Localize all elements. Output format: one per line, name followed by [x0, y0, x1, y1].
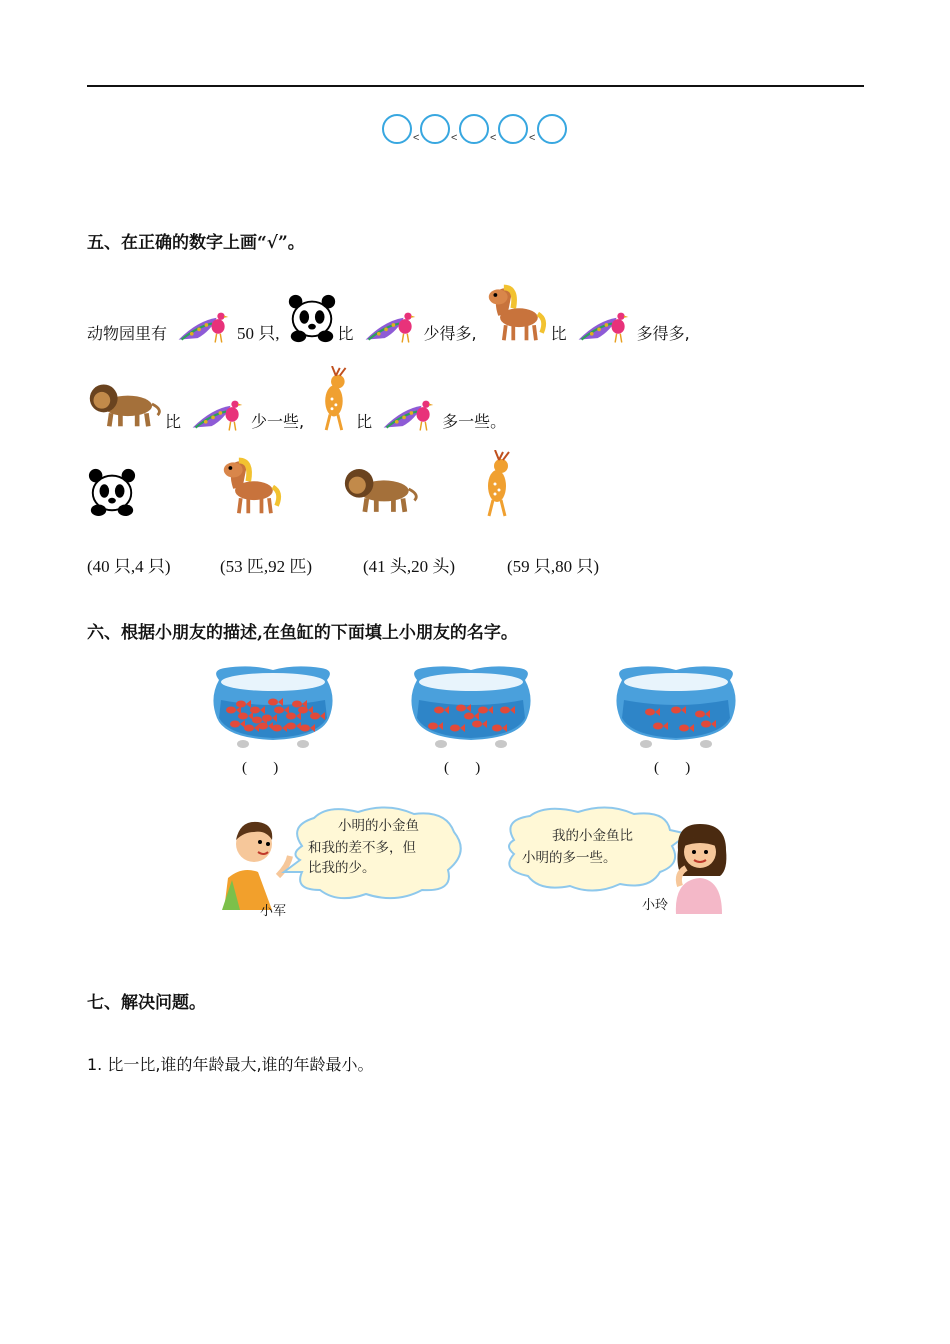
boy-speech-scene	[218, 806, 468, 918]
horse-icon	[220, 452, 286, 518]
text: 50 只,	[237, 324, 280, 343]
less-than-sign: <	[413, 132, 420, 144]
boy-speech-bubble	[284, 807, 461, 898]
girl-speech-scene	[500, 806, 736, 918]
deer-icon	[470, 450, 520, 518]
girl-name: 小玲	[642, 898, 669, 913]
text: 动物园里有	[87, 324, 168, 343]
fishbowl-3	[614, 666, 738, 752]
text: 比	[356, 412, 373, 431]
bowl-3-answer[interactable]: ( )	[654, 760, 691, 776]
fishbowl-2	[409, 666, 533, 752]
text: 比	[550, 324, 567, 343]
peacock-icon	[167, 306, 237, 344]
boy-bubble-line-2: 和我的差不多，但	[308, 840, 416, 856]
boy-bubble-line-1: 小明的小金鱼	[338, 818, 419, 834]
boy-figure	[222, 822, 290, 910]
horse-icon	[485, 280, 551, 344]
boy-name: 小军	[260, 904, 287, 919]
top-rule	[87, 85, 864, 87]
boy-bubble-line-3: 比我的少。	[308, 860, 376, 876]
panda-icon	[286, 290, 338, 344]
lion-icon	[87, 376, 165, 432]
section5-heading: 五、在正确的数字上画“√”。	[87, 233, 305, 253]
girl-bubble-line-2: 小明的多一些。	[522, 850, 617, 866]
answer-circle[interactable]	[382, 114, 412, 144]
girl-bubble-line-1: 我的小金鱼比	[552, 828, 633, 844]
less-than-sign: <	[490, 132, 497, 144]
section7-heading: 七、解决问题。	[87, 993, 206, 1013]
answer-circle[interactable]	[498, 114, 528, 144]
text: 比	[337, 324, 354, 343]
text: 多一些。	[442, 412, 507, 431]
section5-line1	[87, 300, 690, 344]
less-than-sign: <	[529, 132, 536, 144]
girl-figure	[676, 824, 727, 914]
peacock-icon	[372, 394, 442, 432]
section6-heading: 六、根据小朋友的描述,在鱼缸的下面填上小朋友的名字。	[87, 623, 518, 643]
answer-circle[interactable]	[459, 114, 489, 144]
peacock-icon	[567, 306, 637, 344]
deer-icon	[308, 366, 356, 432]
bowl-2-answer[interactable]: ( )	[444, 760, 481, 776]
choice-horse[interactable]: (53 匹,92 匹)	[220, 557, 313, 576]
peacock-icon	[181, 394, 251, 432]
peacock-icon	[354, 306, 424, 344]
answer-circle[interactable]	[420, 114, 450, 144]
text: 多得多,	[636, 324, 690, 343]
comparison-circles	[382, 114, 572, 150]
text: 比	[165, 412, 182, 431]
bowl-1-answer[interactable]: ( )	[242, 760, 279, 776]
section5-line2	[87, 370, 506, 432]
lion-icon	[342, 460, 422, 518]
question-1	[87, 1052, 374, 1075]
choice-lion[interactable]: (41 头,20 头)	[363, 557, 456, 576]
text: 少一些,	[251, 412, 305, 431]
question-1-text: 1. 比一比,谁的年龄最大,谁的年龄最小。	[87, 1055, 374, 1074]
answer-circle[interactable]	[537, 114, 567, 144]
panda-icon	[87, 464, 137, 518]
text: 少得多,	[423, 324, 477, 343]
less-than-sign: <	[451, 132, 458, 144]
fishbowl-1	[211, 666, 335, 752]
girl-speech-bubble	[509, 807, 688, 890]
choice-deer[interactable]: (59 只,80 只)	[507, 557, 600, 576]
choice-panda[interactable]: (40 只,4 只)	[87, 557, 171, 576]
